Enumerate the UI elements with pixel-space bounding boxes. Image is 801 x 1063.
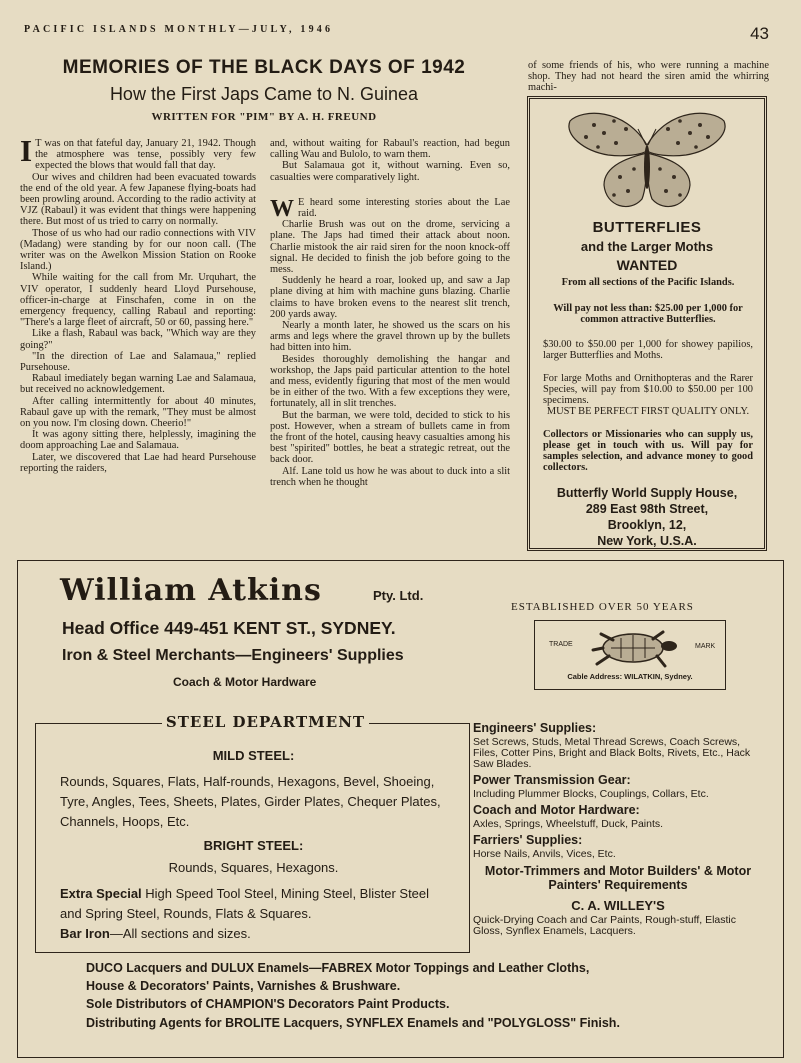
willey-text: Quick-Drying Coach and Car Paints, Rough-stuff, Elastic Gloss, Synflex Enamels, Lacquers. [473, 914, 737, 937]
brolite-line: Distributing Agents for BROLITE Lacquers, SYNFLEX Enamels and "POLYGLOSS" Finish. [86, 1016, 620, 1030]
butterfly-text: For large Moths and Ornithopteras and the Rarer Species, will pay from $10.00 to $50.00 per 100 specimens. [543, 373, 753, 406]
paragraph: Suddenly he heard a roar, looked up, and saw a Jap plane diving at him with machine guns blazing. Charlie claims to have broken evens to the nearest slit trench, 200 yards away. [270, 275, 510, 320]
butterfly-text: MUST BE PERFECT FIRST QUALITY ONLY. [546, 406, 750, 417]
paragraph: Charlie Brush was out on the drome, servicing a plane. The Japs had timed their attack about noon. Charlie mistook the air raid siren for the noon knock-off signal. He decided to finish the job before going to the mess. [270, 219, 510, 276]
paragraph: of some friends of his, who were running a machine shop. They had not heard the siren amid the whirring machi- [528, 60, 769, 94]
bright-steel-heading: BRIGHT STEEL: [203, 838, 304, 853]
mild-steel-text: Rounds, Squares, Flats, Half-rounds, Hexagons, Bevel, Shoeing, Tyre, Angles, Tees, Sheets, Plates, Girder Plates, Chequer Plates, Channels, Hoops, Etc. [60, 774, 441, 829]
drop-cap: W [270, 195, 294, 222]
article-column-3 [528, 60, 769, 94]
paragraph: Those of us who had our radio connections with VIV (Madang) were standing by for our noon call. (The writer was on the Awelkon Mission Station on Rooke Island.) [20, 227, 256, 273]
head-office: Head Office 449-451 KENT ST., SYDNEY. [62, 618, 396, 638]
power-text: Including Plummer Blocks, Couplings, Collars, Etc. [473, 788, 709, 800]
bar-iron-text: Bar Iron—All sections and sizes. [60, 926, 251, 941]
address-line: Butterfly World Supply House, [556, 486, 738, 500]
trade-description: Iron & Steel Merchants—Engineers' Supplies [62, 647, 404, 664]
farriers-heading: Farriers' Supplies: [473, 833, 583, 847]
extra-special-text: Extra Special High Speed Tool Steel, Mining Steel, Blister Steel and Spring Steel, Rounds, Flats & Squares. [60, 886, 430, 921]
paragraph: and, without waiting for Rabaul's reaction, had begun calling Wau and Bulolo, to warn them. [270, 138, 510, 161]
paragraph: Rabaul imediately began warning Lae and Salamaua, but received no acknowledgement. [20, 373, 256, 396]
paragraph: Later, we discovered that Lae had heard Pursehouse reporting the raiders, [20, 451, 256, 474]
address-line: New York, U.S.A. [597, 534, 697, 548]
paragraph: But the barman, we were told, decided to stick to his post. However, when a stream of bullets came in from the front of the hotel, causing heavy casualties among his best "spirited" bottles, he beat a strategic retreat, out the back door. [270, 409, 510, 466]
paragraph: Besides thoroughly demolishing the hangar and workshop, the Japs paid particular attention to the hotel and mess, evidently figuring that most of the men would be in either of the two. With a few exceptions they were, fortunately, all in slit trenches. [270, 353, 510, 410]
farriers-text: Horse Nails, Anvils, Vices, Etc. [473, 848, 616, 860]
running-header: PACIFIC ISLANDS MONTHLY—JULY, 1946 [24, 24, 334, 35]
steel-department-title: STEEL DEPARTMENT [38, 713, 493, 731]
article-column-1 [20, 138, 256, 550]
paragraph: After calling intermittently for about 40 minutes, Rabaul gave up with the remark, "They must be almost on you now. I'm closing down. Cheerio!" [20, 395, 256, 430]
drop-cap: I [20, 138, 33, 168]
butterfly-text: Will pay not less than: $25.00 per 1,000 for common attractive Butterflies. [553, 303, 743, 325]
established: ESTABLISHED OVER 50 YEARS [511, 601, 694, 613]
engineers-heading: Engineers' Supplies: [473, 721, 597, 735]
engineers-supplies [473, 721, 763, 937]
company-name: William Atkins [60, 573, 322, 608]
butterfly-text: Collectors or Missionaries who can supply us, please get in touch with us. Will pay for samples selection, and advance money to good collectors. [543, 429, 753, 473]
paragraph: While waiting for the call from Mr. Urquhart, the VIV operator, I suddenly heard Lloyd Pursehouse, officer-in-charge at Finschafen, come in on the emergency frequency, calling Rabaul and reporting: "There's a large fleet of aircraft, 50 or 60, passing here." [20, 272, 256, 329]
coach-text: Axles, Springs, Wheelstuff, Duck, Paints. [473, 818, 664, 830]
mark-label: MARK [695, 643, 716, 650]
bright-steel-text: Rounds, Squares, Hexagons. [168, 860, 339, 875]
power-heading: Power Transmission Gear: [473, 773, 631, 787]
engineers-text: Set Screws, Studs, Metal Thread Screws, Coach Screws, Files, Cotter Pins, Bright and Black Bolts, Rivets, Etc., Hack Saw Blades. [473, 736, 751, 770]
cable-address: Cable Address: WILATKIN, Sydney. [567, 672, 693, 681]
butterfly-wanted: WANTED [616, 257, 678, 273]
butterfly-text: $30.00 to $50.00 per 1,000 for showey papilios, larger Butterflies and Moths. [543, 339, 753, 361]
butterfly-heading: BUTTERFLIES [592, 219, 702, 236]
tortoise-trademark-icon [587, 626, 679, 670]
house-paints-line: House & Decorators' Paints, Varnishes & Brushware. [86, 979, 401, 993]
champion-line: Sole Distributors of CHAMPION'S Decorators Paint Products. [86, 997, 450, 1011]
page-number: 43 [750, 24, 769, 43]
butterfly-advertisement [527, 96, 767, 551]
trade-label: TRADE [549, 641, 573, 648]
paragraph: W E heard some interesting stories about the Lae raid. [270, 195, 510, 222]
butterfly-subheading: and the Larger Moths [580, 239, 714, 254]
paragraph: Nearly a month later, he showed us the scars on his arms and legs where the gravel thrown up by the bullets had bitten into him. [270, 320, 510, 354]
butterfly-address [530, 485, 764, 549]
william-atkins-advertisement [17, 560, 784, 1058]
mild-steel-heading: MILD STEEL: [212, 748, 295, 763]
butterfly-illustration [564, 105, 730, 217]
paragraph: It was agony sitting there, helplessly, imagining the doom approaching Lae and Salamaua. [20, 429, 256, 452]
paragraph: I T was on that fateful day, January 21, 1942. Though the atmosphere was tense, possibly very few expected the blows that would fall that day. [20, 138, 256, 172]
paragraph: But Salamaua got it, without warning. Even so, casualties were comparatively light. [270, 160, 510, 183]
willey-heading: C. A. WILLEY'S [571, 898, 665, 913]
paragraph: "In the direction of Lae and Salamaua," replied Pursehouse. [20, 350, 256, 374]
paragraph: Like a flash, Rabaul was back, "Which way are they going?" [20, 328, 256, 351]
company-suffix: Pty. Ltd. [373, 588, 424, 603]
address-line: 289 East 98th Street, [585, 502, 709, 516]
article-title: MEMORIES OF THE BLACK DAYS OF 1942 [62, 57, 466, 78]
paragraph: Alf. Lane told us how he was about to duck into a slit trench when he thought [270, 465, 510, 488]
coach-heading: Coach and Motor Hardware: [473, 803, 640, 817]
trade-mark-box [534, 620, 726, 690]
article-column-2 [270, 138, 510, 550]
butterfly-text: From all sections of the Pacific Islands. [561, 277, 735, 288]
coach-hardware: Coach & Motor Hardware [173, 675, 317, 689]
article-byline: WRITTEN FOR "PIM" BY A. H. FREUND [151, 111, 377, 123]
steel-department-box [35, 723, 470, 953]
address-line: Brooklyn, 12, [607, 518, 687, 532]
article-subtitle: How the First Japs Came to N. Guinea [109, 84, 419, 104]
paragraph: Our wives and children had been evacuated towards the end of the old year. A few Japanese flying-boats had been prowling around. According to the radio activity at VJZ (Rabaul) it was evident that things were happening there. But most of us tried to carry on normally. [20, 171, 256, 228]
duco-line: DUCO Lacquers and DULUX Enamels—FABREX Motor Toppings and Leather Cloths, [86, 961, 590, 975]
motor-trimmers: Motor-Trimmers and Motor Builders' & Motor Painters' Requirements [484, 864, 752, 892]
